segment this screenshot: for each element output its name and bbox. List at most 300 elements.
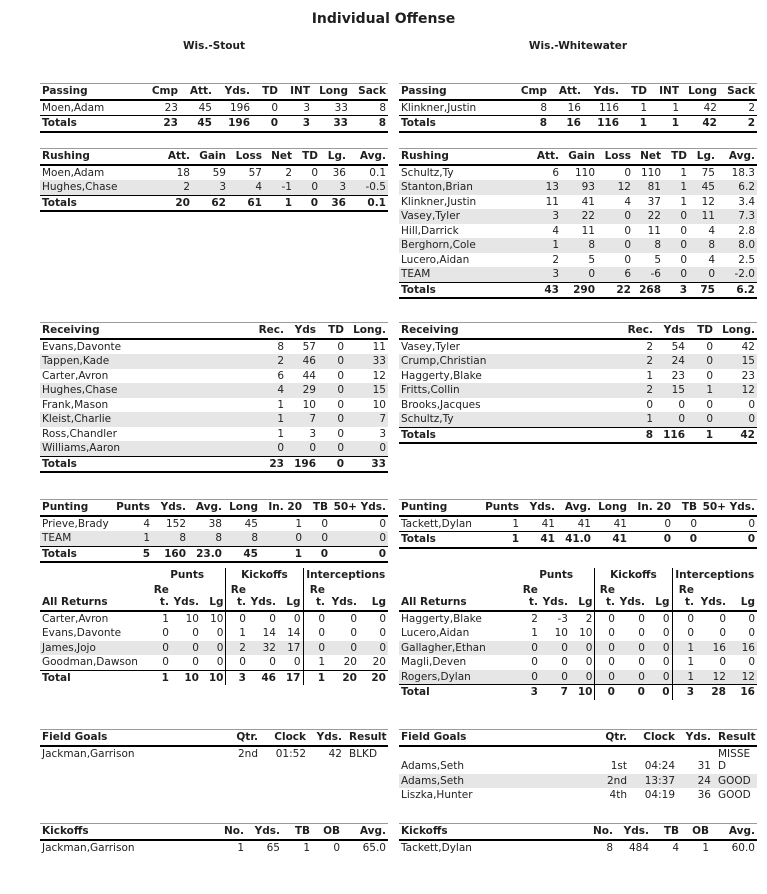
table-row <box>399 165 757 181</box>
table-label: Receiving <box>399 323 617 339</box>
stat-cell: 1 <box>672 101 679 114</box>
column-header: OB <box>681 824 711 840</box>
stat-cell: 04:19 <box>644 789 675 801</box>
stat-cell: 1 <box>649 116 681 132</box>
column-header: Re t. <box>149 583 171 611</box>
receiving-table <box>40 322 388 473</box>
stat-cell: 46 <box>286 354 318 369</box>
stat-cell: 12 <box>696 670 728 685</box>
stat-cell: 65 <box>266 841 280 854</box>
table-row <box>40 383 388 398</box>
stat-cell: 1 <box>277 427 284 440</box>
column-header-row <box>399 149 757 165</box>
column-header-row <box>40 730 388 746</box>
column-header: Lg <box>201 583 226 611</box>
column-header: Yds. <box>677 730 713 746</box>
stat-cell: 1 <box>149 670 171 685</box>
column-header: Net <box>264 149 294 165</box>
stat-cell: 2.5 <box>738 253 755 266</box>
stat-cell: 3.4 <box>738 195 755 208</box>
stat-cell: 4 <box>672 841 679 854</box>
stat-cell: 0 <box>337 340 344 353</box>
stat-cell: 4 <box>708 253 715 266</box>
stat-cell: 0 <box>655 412 687 427</box>
stat-cell: 0 <box>719 627 726 639</box>
stat-cell: 2 <box>158 180 192 195</box>
stat-cell: 24 <box>677 774 713 789</box>
table-row <box>399 611 757 627</box>
stat-cell: 42 <box>681 116 719 132</box>
stat-cell: 0 <box>673 532 699 548</box>
stat-cell: GOOD <box>718 789 751 801</box>
player-name: Moen,Adam <box>42 166 105 179</box>
stat-cell: 22 <box>597 282 633 298</box>
stat-cell: 0 <box>662 612 670 625</box>
stat-cell: 41.0 <box>557 532 593 548</box>
stat-cell: 20 <box>158 195 192 211</box>
passing-table-right <box>399 83 757 133</box>
stat-cell: 8 <box>513 116 549 132</box>
table-row <box>399 267 757 282</box>
player-name: Carter,Avron <box>42 612 109 625</box>
stat-cell: 38 <box>208 517 222 530</box>
stat-cell: 0 <box>617 685 647 700</box>
stat-cell: 0.1 <box>348 195 388 211</box>
all-returns-table-right <box>399 568 757 700</box>
column-group-header: Kickoffs <box>226 568 303 583</box>
player-name: Goodman,Dawson <box>42 656 138 668</box>
stat-cell: 0 <box>585 656 593 668</box>
totals-label: Totals <box>399 427 617 443</box>
column-header-spacer <box>40 568 149 583</box>
stat-cell: 61 <box>228 195 264 211</box>
stat-cell: 0 <box>595 685 617 700</box>
table-row <box>399 224 757 239</box>
table-row <box>399 516 757 532</box>
stat-cell: 16 <box>567 101 581 114</box>
stat-cell: 0 <box>293 656 301 668</box>
stat-cell: 6 <box>552 166 559 179</box>
table-row <box>399 209 757 224</box>
column-header: TD <box>621 84 649 100</box>
player-name: Magli,Deven <box>401 656 467 668</box>
stat-cell: 0 <box>226 611 248 627</box>
table-row <box>399 253 757 268</box>
stat-cell: 1 <box>264 195 294 211</box>
stat-cell: 0 <box>597 209 633 224</box>
punting-table <box>40 499 388 563</box>
column-header: Lg <box>570 583 595 611</box>
stat-cell: 8 <box>277 340 284 353</box>
stat-cell: 0 <box>311 166 318 179</box>
stat-cell: 3 <box>226 670 248 685</box>
stat-cell: 0 <box>303 626 327 641</box>
stat-cell: -2.0 <box>717 267 757 282</box>
stat-cell: 75 <box>701 166 715 179</box>
column-header: In. 20 <box>629 500 673 516</box>
stat-cell: 8 <box>540 101 547 114</box>
column-header-row <box>40 583 388 611</box>
stat-cell: 116 <box>583 116 621 132</box>
stat-cell: 2 <box>585 612 593 625</box>
stat-cell: -1 <box>264 180 294 195</box>
stat-cell: 8 <box>606 841 613 854</box>
stat-cell: 0 <box>149 641 171 656</box>
stat-cell: 81 <box>633 180 663 195</box>
stat-cell: 0 <box>663 209 689 224</box>
column-header-row <box>40 323 388 339</box>
punting-table <box>399 499 757 549</box>
stat-cell: 2 <box>646 340 653 353</box>
stat-cell: 5 <box>588 253 595 266</box>
stat-cell: 3 <box>663 282 689 298</box>
column-header-row <box>40 500 388 516</box>
column-header: Long. <box>715 323 757 339</box>
stat-cell: 0 <box>678 398 685 411</box>
stat-cell: 2 <box>617 354 655 369</box>
stat-cell: 0 <box>646 398 653 411</box>
stat-cell: 0 <box>518 641 540 656</box>
stat-cell: 45 <box>224 546 260 562</box>
stat-cell: 0 <box>286 441 318 456</box>
stat-cell: 1 <box>687 383 715 398</box>
stat-cell: 0 <box>321 517 328 530</box>
stat-cell: 28 <box>696 685 728 700</box>
passing-table <box>40 83 388 133</box>
stat-cell: 22 <box>561 209 597 224</box>
stat-cell: 12 <box>715 383 757 398</box>
column-header: Yds. <box>308 730 344 746</box>
table-row <box>399 774 757 789</box>
player-name: Hughes,Chase <box>40 383 248 398</box>
stat-cell: 41 <box>541 517 555 530</box>
column-header: Net <box>633 149 663 165</box>
player-name: Evans,Davonte <box>42 340 122 353</box>
column-header: Yds. <box>521 500 557 516</box>
field-goals-table <box>399 729 757 803</box>
player-name: Schultz,Ty <box>401 166 454 179</box>
stat-cell: 3 <box>672 685 696 700</box>
stat-cell: 10 <box>554 627 568 639</box>
stat-cell: 0 <box>597 238 633 253</box>
stat-cell: 0 <box>638 627 645 639</box>
stat-cell: 2 <box>552 253 559 266</box>
stat-cell: 1 <box>295 517 302 530</box>
stat-cell: 44 <box>302 369 316 382</box>
player-name: Rogers,Dylan <box>399 670 518 685</box>
stat-cell: 45 <box>689 180 717 195</box>
table-row <box>40 641 388 656</box>
column-header: Sack <box>719 84 757 100</box>
table-row <box>399 354 757 369</box>
player-name: Frank,Mason <box>42 398 109 411</box>
player-name: Hughes,Chase <box>40 180 158 195</box>
table-label: Field Goals <box>399 730 599 746</box>
column-header-row <box>399 583 757 611</box>
column-header: Avg. <box>342 824 388 840</box>
column-header: 50+ Yds. <box>330 500 388 516</box>
stat-cell: 0 <box>595 641 617 656</box>
table-row <box>40 412 388 427</box>
stat-cell: 1 <box>680 166 687 179</box>
stat-cell: 0 <box>748 517 755 530</box>
column-header: Lg <box>359 583 388 611</box>
stat-cell: MISSED <box>718 747 751 772</box>
column-header: Yds <box>655 323 687 339</box>
stat-cell: 196 <box>229 101 250 114</box>
stat-cell: 65.0 <box>362 841 386 854</box>
stat-cell: 8 <box>152 531 188 546</box>
stat-cell: -0.5 <box>348 180 388 195</box>
column-header: Long <box>312 84 350 100</box>
stat-cell: 1 <box>687 427 715 443</box>
stat-cell: 0 <box>715 412 757 427</box>
column-header: Cmp <box>144 84 180 100</box>
player-name: Klinkner,Justin <box>401 101 477 114</box>
stat-cell: 0 <box>638 656 645 668</box>
stat-cell: 01:52 <box>275 747 306 760</box>
table-label: Rushing <box>40 149 158 165</box>
column-header: Yds. <box>327 583 359 611</box>
player-name: James,Jojo <box>40 641 149 656</box>
stat-cell: 0 <box>162 627 169 639</box>
stat-cell: 16 <box>728 641 757 656</box>
column-header: Lg <box>647 583 672 611</box>
stat-cell: 1 <box>277 398 284 411</box>
stat-cell: 41 <box>521 532 557 548</box>
stat-cell: 0 <box>664 517 671 530</box>
stat-cell: 23 <box>248 456 286 472</box>
table-label: Punting <box>40 500 112 516</box>
column-header: No. <box>210 824 246 840</box>
stat-cell: 2 <box>719 116 757 132</box>
table-row <box>399 398 757 413</box>
table-row <box>399 100 757 116</box>
stat-cell: 22 <box>633 209 663 224</box>
stat-cell: 1 <box>621 116 649 132</box>
stat-cell: 0 <box>162 656 169 668</box>
passing-table <box>399 83 757 133</box>
field-goals-table-right <box>399 729 757 803</box>
table-row <box>399 383 757 398</box>
stat-cell: 45 <box>198 101 212 114</box>
stat-cell: 33 <box>334 101 348 114</box>
column-header-row <box>40 824 388 840</box>
stat-cell: 04:24 <box>644 760 675 772</box>
stat-cell: -6 <box>633 267 663 282</box>
stat-cell: 13:37 <box>629 774 677 789</box>
stat-cell: 10 <box>579 627 593 639</box>
column-header: Lg <box>278 583 303 611</box>
kickoffs-table <box>40 823 388 855</box>
stat-cell: 16 <box>549 116 583 132</box>
stat-cell: 0 <box>647 685 672 700</box>
totals-label: Totals <box>40 116 144 132</box>
column-group-header: Punts <box>539 569 574 581</box>
stat-cell: 0 <box>216 656 224 668</box>
stat-cell: 0 <box>192 656 199 668</box>
stat-cell: 36 <box>332 166 346 179</box>
stat-cell: 17 <box>278 670 303 685</box>
column-header: INT <box>649 84 681 100</box>
stat-cell: 75 <box>689 282 717 298</box>
stat-cell: 11 <box>689 209 717 224</box>
stat-cell: 0 <box>647 670 672 685</box>
stat-cell: 152 <box>165 517 186 530</box>
column-header: Clock <box>260 730 308 746</box>
player-name: Vasey,Tyler <box>399 209 527 224</box>
column-header: TB <box>673 500 699 516</box>
stat-cell: 0 <box>662 656 670 668</box>
column-header: Re t. <box>518 583 540 611</box>
stat-cell: 0 <box>624 253 631 266</box>
stat-cell: 1 <box>162 612 169 625</box>
stat-cell: 16 <box>696 641 728 656</box>
stat-cell: 110 <box>574 166 595 179</box>
stat-cell: 4 <box>624 195 631 208</box>
stat-cell: 0 <box>561 656 568 668</box>
stat-cell: 0 <box>680 253 687 266</box>
stat-cell: 33 <box>346 354 388 369</box>
player-name: Hill,Darrick <box>401 224 459 237</box>
stat-cell: 1 <box>680 195 687 208</box>
column-header: In. 20 <box>260 500 304 516</box>
player-name: Kleist,Charlie <box>40 412 248 427</box>
totals-row <box>399 116 757 132</box>
stat-cell: 0 <box>663 267 689 282</box>
player-name: Lucero,Aidan <box>401 253 470 266</box>
stat-cell: 0 <box>271 101 278 114</box>
stat-cell: 23 <box>671 369 685 382</box>
column-header: Yds. <box>152 500 188 516</box>
stat-cell: 0 <box>672 626 696 641</box>
stat-cell: 6 <box>277 369 284 382</box>
stat-cell: 42 <box>328 747 342 760</box>
stat-cell: 8 <box>188 531 224 546</box>
totals-label: Totals <box>399 532 481 548</box>
totals-row <box>399 282 757 298</box>
stat-cell: 1st <box>610 760 627 772</box>
stat-cell: 10 <box>185 612 199 625</box>
stat-cell: 0 <box>304 531 330 546</box>
column-header: Re t. <box>672 583 696 611</box>
table-row <box>40 339 388 355</box>
player-name: Ross,Chandler <box>42 427 117 440</box>
stat-cell: 5 <box>654 253 661 266</box>
stat-cell: 59 <box>212 166 226 179</box>
column-header: Yds. <box>171 583 201 611</box>
table-label: Kickoffs <box>40 824 210 840</box>
column-group-header: Punts <box>170 569 205 581</box>
stat-cell: 2 <box>748 101 755 114</box>
stat-cell: 1 <box>702 841 709 854</box>
kickoffs-table-left <box>40 823 388 855</box>
column-header: Att. <box>180 84 214 100</box>
stat-cell: 23.0 <box>188 546 224 562</box>
column-header: Yds. <box>696 583 728 611</box>
stat-cell: 0 <box>706 369 713 382</box>
table-row <box>40 840 388 856</box>
table-row <box>40 180 388 195</box>
stat-cell: -3 <box>557 612 568 625</box>
stat-cell: 0 <box>687 412 715 427</box>
table-row <box>40 746 388 762</box>
stat-cell: 0 <box>304 546 330 562</box>
player-name: Vasey,Tyler <box>401 340 460 353</box>
stat-cell: 0 <box>624 166 631 179</box>
stat-cell: 0 <box>687 354 715 369</box>
table-label: Rushing <box>399 149 527 165</box>
all-returns-table <box>399 568 757 700</box>
player-name: Evans,Davonte <box>42 627 122 639</box>
column-header-row <box>399 500 757 516</box>
player-name: TEAM <box>399 267 527 282</box>
stat-cell: 0 <box>595 655 617 670</box>
column-header: Yds <box>286 323 318 339</box>
stat-cell: 4 <box>228 180 264 195</box>
stat-cell: 0 <box>379 627 386 639</box>
player-name: Gallagher,Ethan <box>399 641 518 656</box>
passing-table-left <box>40 83 388 133</box>
stat-cell: 8 <box>561 238 597 253</box>
stat-cell: 0 <box>303 641 327 656</box>
player-name: TEAM <box>40 531 112 546</box>
punting-table-right <box>399 499 757 549</box>
stat-cell: 0 <box>226 655 248 670</box>
stat-cell: 1 <box>303 841 310 854</box>
totals-label: Totals <box>399 116 513 132</box>
stat-cell: 1 <box>672 670 696 685</box>
column-header: Lg <box>728 583 757 611</box>
stat-cell: 3 <box>527 267 561 282</box>
stat-cell: 0 <box>699 532 757 548</box>
stat-cell: 0 <box>333 841 340 854</box>
stat-cell: 0 <box>719 612 726 625</box>
column-group-header-row <box>40 568 388 583</box>
rushing-table-left <box>40 148 388 212</box>
stat-cell: 0 <box>647 641 672 656</box>
table-label: Kickoffs <box>399 824 579 840</box>
player-name: Tackett,Dylan <box>401 517 472 530</box>
column-header: Re t. <box>226 583 248 611</box>
stat-cell: 20 <box>343 656 357 668</box>
table-row <box>40 354 388 369</box>
stat-cell: 3 <box>527 209 561 224</box>
table-label: Passing <box>399 84 513 100</box>
stat-cell: 10 <box>171 670 201 685</box>
player-name: Carter,Avron <box>42 369 109 382</box>
stat-cell: 0 <box>706 398 713 411</box>
rushing-table <box>399 148 757 299</box>
stat-cell: 0 <box>293 612 301 625</box>
stat-cell: 17 <box>278 641 303 656</box>
stat-cell: 8 <box>633 238 663 253</box>
column-header: Clock <box>629 730 677 746</box>
stat-cell: 0 <box>346 441 388 456</box>
column-header: TB <box>304 500 330 516</box>
table-row <box>399 788 757 803</box>
column-header: Punts <box>481 500 521 516</box>
stat-cell: 8 <box>350 116 388 132</box>
stat-cell: 0 <box>330 546 388 562</box>
stat-cell: 1 <box>260 546 304 562</box>
stat-cell: 196 <box>214 116 252 132</box>
column-header: TD <box>687 323 715 339</box>
table-row <box>399 655 757 670</box>
column-header: Avg. <box>717 149 757 165</box>
stat-cell: 12 <box>597 180 633 195</box>
column-header: Yds. <box>540 583 570 611</box>
